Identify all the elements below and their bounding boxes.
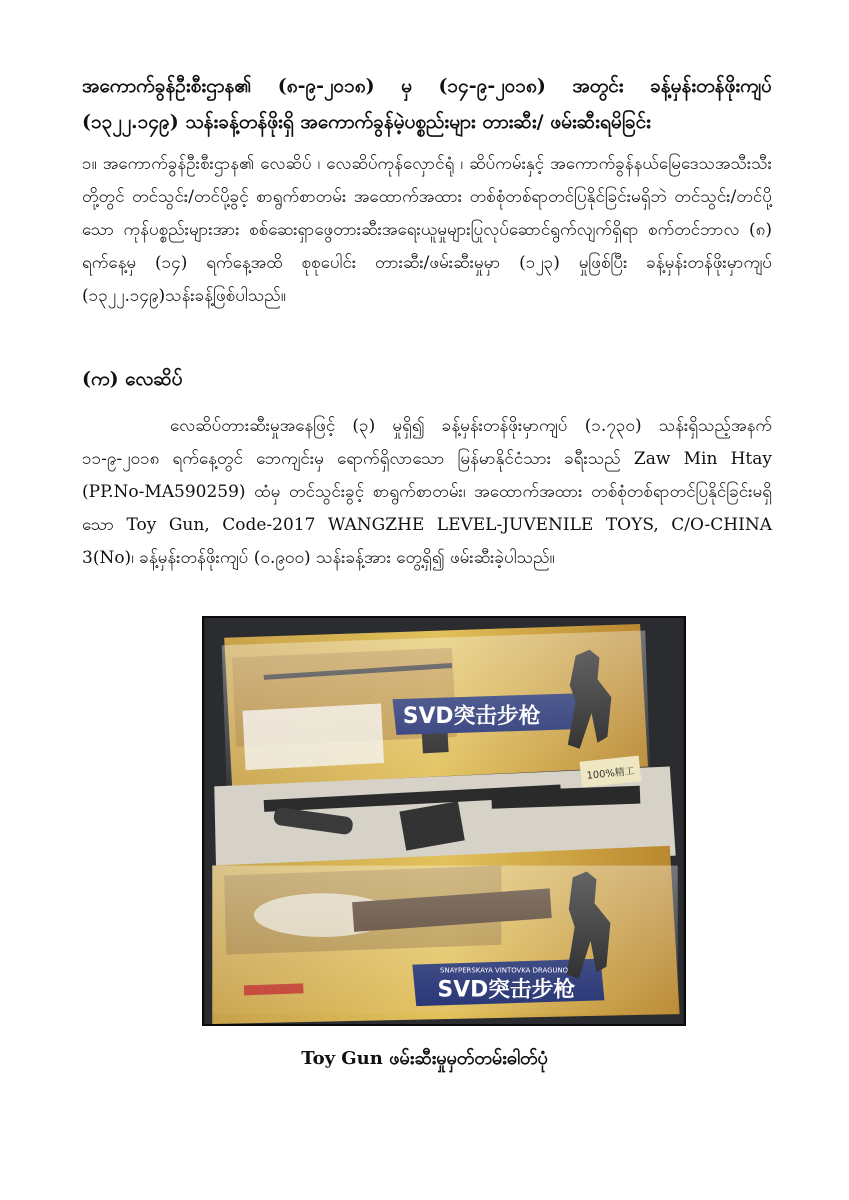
bottom-toy-box bbox=[212, 846, 679, 1024]
toy-gun-photo bbox=[202, 616, 686, 1026]
document-title: အကောက်ခွန်ဦးစီးဌာန၏ (၈-၉-၂၀၁၈) မှ (၁၄-၉-၂၀၁၈) အတွင်း ခန့်မှန်းတန်ဖိုးကျပ် (၁၃၂၂.၁၄၉) သန်းခန့်တန်ဖိုးရှိ အကောက်ခွန်မဲ့ပစ္စည်းများ တားဆီး/ ဖမ်းဆီးရမိခြင်း bbox=[82, 75, 772, 133]
section-heading-airport: (က) လေဆိပ် bbox=[82, 368, 183, 390]
quality-badge: 100%精工 bbox=[586, 765, 636, 782]
toy-gun-photo-illustration bbox=[204, 618, 684, 1024]
intro-paragraph: ၁။ အကောက်ခွန်ဦးစီးဌာန၏ လေဆိပ် ၊ လေဆိပ်ကုန်လှောင်ရုံ ၊ ဆိပ်ကမ်းနှင့် အကောက်ခွန်နယ်မြေဒေသအသီးသီးတို့တွင် တင်သွင်း/တင်ပို့ခွင့် စာရွက်စာတမ်း အထောက်အထား တစ်စုံတစ်ရာတင်ပြနိုင်ခြင်းမရှိဘဲ တင်သွင်း/တင်ပို့သော ကုန်ပစ္စည်းများအား စစ်ဆေးရှာဖွေတားဆီးအရေးယူမှုများပြုလုပ်ဆောင်ရွက်လျက်ရှိရာ စက်တင်ဘာလ (၈) ရက်နေ့မှ (၁၄) ရက်နေ့အထိ စုစုပေါင်း တားဆီး/ဖမ်းဆီးမှုမှာ (၁၂၃) မှုဖြစ်ပြီး ခန့်မှန်းတန်ဖိုးမှာကျပ် (၁၃၂၂.၁၄၉)သန်းခန့်ဖြစ်ပါသည်။ bbox=[82, 154, 772, 306]
photo-caption: Toy Gun ဖမ်းဆီးမှုမှတ်တမ်းဓါတ်ပုံ bbox=[301, 1048, 548, 1069]
airport-paragraph: လေဆိပ်တားဆီးမှုအနေဖြင့် (၃) မှုရှိ၍ ခန့်မှန်းတန်ဖိုးမှာကျပ် (၁.၇၃၀) သန်းရှိသည့်အနက် ၁၁-၉-၂၀၁၈ ရက်နေ့တွင် ဘေကျင်းမှ ရောက်ရှိလာသော မြန်မာနိုင်ငံသား ခရီးသည် Zaw Min Htay (PP.No-MA590259) ထံမှ တင်သွင်းခွင့် စာရွက်စာတမ်း၊ အထောက်အထား တစ်စုံတစ်ရာတင်ပြနိုင်ခြင်းမရှိသော Toy Gun, Code-2017 WANGZHE LEVEL-JUVENILE TOYS, C/O-CHINA 3(No)၊ ခန့်မှန်းတန်ဖိုးကျပ် (၀.၉၀၀) သန်းခန့်အား တွေ့ရှိ၍ ဖမ်းဆီးခဲ့ပါသည်။ bbox=[82, 416, 772, 568]
